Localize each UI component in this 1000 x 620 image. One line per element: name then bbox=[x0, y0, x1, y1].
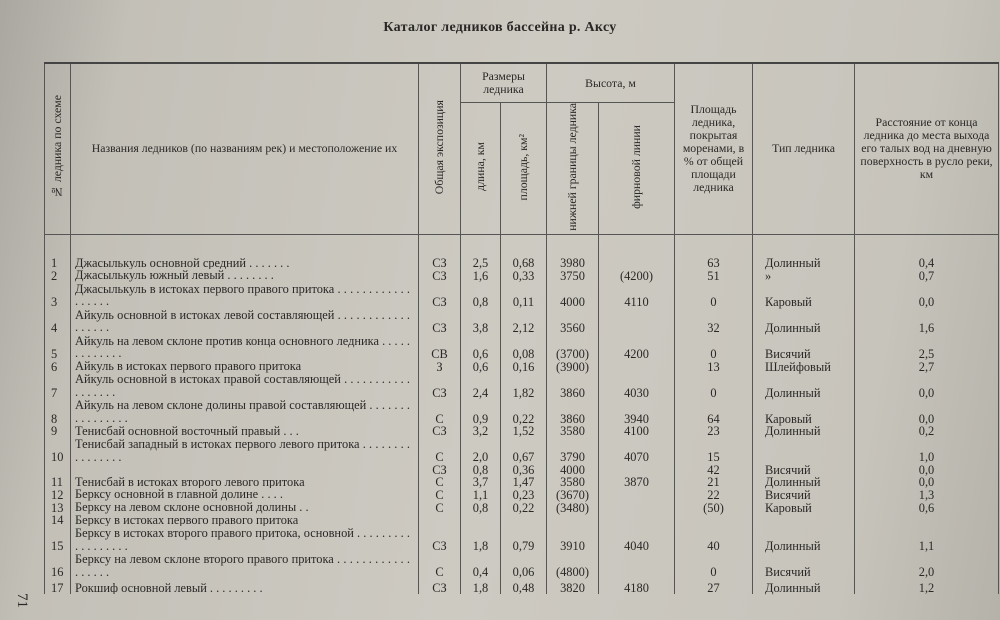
cell-len: 2,4 bbox=[461, 373, 501, 399]
header-moraine: Площадь ледника, покрытая моренами, в % от общей площади ледника bbox=[675, 63, 753, 234]
cell-type: Каровый bbox=[753, 501, 855, 514]
cell-firn: 4200 bbox=[599, 334, 675, 360]
cell-firn bbox=[599, 360, 675, 373]
cell-exp: СЗ bbox=[419, 425, 461, 438]
cell-n: 1 bbox=[45, 257, 71, 270]
cell-exp: СЗ bbox=[419, 373, 461, 399]
cell-len: 1,8 bbox=[461, 578, 501, 594]
cell-len: 0,6 bbox=[461, 360, 501, 373]
cell-exp: СЗ bbox=[419, 578, 461, 594]
cell-dist: 1,0 bbox=[855, 437, 999, 463]
table-row bbox=[45, 552, 999, 578]
cell-firn: 4040 bbox=[599, 526, 675, 552]
cell-n: 9 bbox=[45, 425, 71, 438]
cell-area: 0,11 bbox=[501, 282, 547, 308]
cell-area: 0,08 bbox=[501, 334, 547, 360]
cell-name: Тенисбай западный в истоках первого левого притока . . . . . . . . . . . . . . . . bbox=[71, 437, 419, 463]
cell-name: Айкуль основной в истоках левой составляющей . . . . . . . . . . . . . . . . . . bbox=[71, 308, 419, 334]
cell-dist: 0,0 bbox=[855, 282, 999, 308]
cell-type: Долинный bbox=[753, 578, 855, 594]
cell-mor: 0 bbox=[675, 334, 753, 360]
table-row bbox=[45, 463, 999, 476]
cell-len: 1,6 bbox=[461, 269, 501, 282]
cell-type: Висячий bbox=[753, 334, 855, 360]
cell-dist: 0,0 bbox=[855, 399, 999, 425]
cell-len: 0,8 bbox=[461, 501, 501, 514]
cell-name: Берксу на левом склоне второго правого притока . . . . . . . . . . . . . . . . . . bbox=[71, 552, 419, 578]
cell-firn: 4100 bbox=[599, 425, 675, 438]
cell-mor: 21 bbox=[675, 476, 753, 489]
header-name: Названия ледников (по названиям рек) и местоположение их bbox=[71, 63, 419, 234]
cell-dist: 0,4 bbox=[855, 257, 999, 270]
cell-n: 6 bbox=[45, 360, 71, 373]
cell-dist: 0,2 bbox=[855, 425, 999, 438]
cell-area: 0,23 bbox=[501, 488, 547, 501]
cell-area: 0,68 bbox=[501, 257, 547, 270]
cell-mor: (50) bbox=[675, 501, 753, 514]
cell-type: Долинный bbox=[753, 373, 855, 399]
cell-area: 0,36 bbox=[501, 463, 547, 476]
cell-len: 0,8 bbox=[461, 282, 501, 308]
cell-exp: С bbox=[419, 437, 461, 463]
cell-firn bbox=[599, 463, 675, 476]
cell-n: 10 bbox=[45, 437, 71, 463]
cell-area: 0,67 bbox=[501, 437, 547, 463]
cell-n: 11 bbox=[45, 476, 71, 489]
cell-n: 16 bbox=[45, 552, 71, 578]
cell-n: 5 bbox=[45, 334, 71, 360]
cell-low: 4000 bbox=[547, 282, 599, 308]
cell-low: (3480) bbox=[547, 501, 599, 514]
cell-dist bbox=[855, 514, 999, 527]
table-row bbox=[45, 437, 999, 463]
cell-exp: СЗ bbox=[419, 308, 461, 334]
cell-len: 0,8 bbox=[461, 463, 501, 476]
cell-type bbox=[753, 514, 855, 527]
cell-firn: 4110 bbox=[599, 282, 675, 308]
cell-name bbox=[71, 463, 419, 476]
cell-firn: 3940 bbox=[599, 399, 675, 425]
cell-exp: С bbox=[419, 488, 461, 501]
cell-mor: 22 bbox=[675, 488, 753, 501]
cell-low: (3670) bbox=[547, 488, 599, 501]
cell-low: 3580 bbox=[547, 476, 599, 489]
cell-low: 4000 bbox=[547, 463, 599, 476]
cell-type: Висячий bbox=[753, 488, 855, 501]
cell-name: Рокшиф основной левый . . . . . . . . . bbox=[71, 578, 419, 594]
table-row bbox=[45, 514, 999, 527]
cell-low: (4800) bbox=[547, 552, 599, 578]
cell-type: Долинный bbox=[753, 308, 855, 334]
cell-mor: 40 bbox=[675, 526, 753, 552]
cell-exp: СЗ bbox=[419, 282, 461, 308]
header-type: Тип ледника bbox=[753, 63, 855, 234]
cell-low: 3860 bbox=[547, 399, 599, 425]
cell-type: » bbox=[753, 269, 855, 282]
cell-firn bbox=[599, 552, 675, 578]
table-row bbox=[45, 425, 999, 438]
header-exposure: Общая экспозиция bbox=[419, 63, 461, 234]
cell-type: Висячий bbox=[753, 552, 855, 578]
cell-area: 1,52 bbox=[501, 425, 547, 438]
cell-mor: 0 bbox=[675, 552, 753, 578]
header-area: площадь, км² bbox=[501, 103, 547, 235]
header-lower: нижней границы ледника bbox=[547, 103, 599, 235]
cell-name: Джасылькуль в истоках первого правого притока . . . . . . . . . . . . . . . . . . bbox=[71, 282, 419, 308]
cell-dist: 0,0 bbox=[855, 463, 999, 476]
cell-low: (3700) bbox=[547, 334, 599, 360]
cell-name: Тенисбай в истоках второго левого притока bbox=[71, 476, 419, 489]
cell-exp: С bbox=[419, 501, 461, 514]
header-size-group: Размеры ледника bbox=[461, 63, 547, 103]
cell-exp: С bbox=[419, 476, 461, 489]
cell-mor bbox=[675, 514, 753, 527]
cell-firn bbox=[599, 308, 675, 334]
cell-mor: 32 bbox=[675, 308, 753, 334]
cell-n: 12 bbox=[45, 488, 71, 501]
table-row bbox=[45, 360, 999, 373]
cell-area: 0,48 bbox=[501, 578, 547, 594]
cell-name: Берксу на левом склоне основной долины . . bbox=[71, 501, 419, 514]
cell-area bbox=[501, 514, 547, 527]
cell-name: Тенисбай основной восточный правый . . . bbox=[71, 425, 419, 438]
cell-dist: 2,7 bbox=[855, 360, 999, 373]
cell-mor: 0 bbox=[675, 282, 753, 308]
cell-low: 3820 bbox=[547, 578, 599, 594]
cell-low: 3910 bbox=[547, 526, 599, 552]
cell-dist: 2,5 bbox=[855, 334, 999, 360]
cell-len: 3,7 bbox=[461, 476, 501, 489]
table-row bbox=[45, 526, 999, 552]
cell-type: Висячий bbox=[753, 463, 855, 476]
cell-firn bbox=[599, 501, 675, 514]
table-row bbox=[45, 269, 999, 282]
glacier-catalog-table bbox=[44, 62, 999, 594]
cell-dist: 0,0 bbox=[855, 476, 999, 489]
cell-len: 3,8 bbox=[461, 308, 501, 334]
cell-mor: 27 bbox=[675, 578, 753, 594]
cell-type: Долинный bbox=[753, 476, 855, 489]
cell-type: Каровый bbox=[753, 282, 855, 308]
page-number: 71 bbox=[14, 593, 30, 608]
cell-firn: 4070 bbox=[599, 437, 675, 463]
table-row bbox=[45, 476, 999, 489]
table-row bbox=[45, 308, 999, 334]
cell-area: 1,82 bbox=[501, 373, 547, 399]
table-row bbox=[45, 373, 999, 399]
cell-n: 3 bbox=[45, 282, 71, 308]
table-row bbox=[45, 334, 999, 360]
cell-n: 7 bbox=[45, 373, 71, 399]
cell-n bbox=[45, 463, 71, 476]
cell-type: Каровый bbox=[753, 399, 855, 425]
cell-firn: 3870 bbox=[599, 476, 675, 489]
table-row bbox=[45, 399, 999, 425]
cell-len bbox=[461, 514, 501, 527]
cell-area: 0,22 bbox=[501, 501, 547, 514]
header-num: № ледника по схеме bbox=[45, 63, 71, 234]
cell-mor: 42 bbox=[675, 463, 753, 476]
header-length: длина, км bbox=[461, 103, 501, 235]
cell-n: 15 bbox=[45, 526, 71, 552]
cell-name: Джасылькуль южный левый . . . . . . . . bbox=[71, 269, 419, 282]
cell-mor: 0 bbox=[675, 373, 753, 399]
table-row bbox=[45, 488, 999, 501]
cell-name: Айкуль в истоках первого правого притока bbox=[71, 360, 419, 373]
cell-exp: СЗ bbox=[419, 526, 461, 552]
cell-len: 2,5 bbox=[461, 257, 501, 270]
cell-n: 8 bbox=[45, 399, 71, 425]
cell-low: 3750 bbox=[547, 269, 599, 282]
cell-mor: 15 bbox=[675, 437, 753, 463]
cell-dist: 1,3 bbox=[855, 488, 999, 501]
cell-n: 14 bbox=[45, 514, 71, 527]
cell-n: 13 bbox=[45, 501, 71, 514]
cell-n: 4 bbox=[45, 308, 71, 334]
cell-dist: 2,0 bbox=[855, 552, 999, 578]
cell-len: 1,1 bbox=[461, 488, 501, 501]
cell-dist: 0,6 bbox=[855, 501, 999, 514]
cell-area: 2,12 bbox=[501, 308, 547, 334]
cell-len: 3,2 bbox=[461, 425, 501, 438]
cell-name: Берксу в истоках второго правого притока, основной . . . . . . . . . . . . . . . . . . bbox=[71, 526, 419, 552]
cell-dist: 0,7 bbox=[855, 269, 999, 282]
cell-firn: 4030 bbox=[599, 373, 675, 399]
cell-name: Айкуль основной в истоках правой составляющей . . . . . . . . . . . . . . . . . . bbox=[71, 373, 419, 399]
header-distance: Расстояние от конца ледника до места выхода его талых вод на дневную поверхность в русло реки, км bbox=[855, 63, 999, 234]
cell-area: 0,33 bbox=[501, 269, 547, 282]
cell-firn: 4180 bbox=[599, 578, 675, 594]
table-row bbox=[45, 257, 999, 270]
cell-low: 3580 bbox=[547, 425, 599, 438]
cell-len: 2,0 bbox=[461, 437, 501, 463]
cell-name: Айкуль на левом склоне против конца основного ледника . . . . . . . . . . . . . bbox=[71, 334, 419, 360]
cell-len: 1,8 bbox=[461, 526, 501, 552]
page-title: Каталог ледников бассейна р. Аксу bbox=[383, 20, 617, 35]
cell-exp: С bbox=[419, 399, 461, 425]
cell-name: Берксу в истоках первого правого притока bbox=[71, 514, 419, 527]
cell-exp: С bbox=[419, 552, 461, 578]
cell-exp: СЗ bbox=[419, 269, 461, 282]
cell-len: 0,9 bbox=[461, 399, 501, 425]
cell-exp: СЗ bbox=[419, 463, 461, 476]
cell-firn bbox=[599, 257, 675, 270]
cell-n: 17 bbox=[45, 578, 71, 594]
cell-low: 3980 bbox=[547, 257, 599, 270]
table-row bbox=[45, 578, 999, 594]
cell-type: Долинный bbox=[753, 257, 855, 270]
cell-firn: (4200) bbox=[599, 269, 675, 282]
cell-low bbox=[547, 514, 599, 527]
table-row bbox=[45, 282, 999, 308]
cell-low: 3560 bbox=[547, 308, 599, 334]
cell-n: 2 bbox=[45, 269, 71, 282]
cell-exp: З bbox=[419, 360, 461, 373]
cell-len: 0,6 bbox=[461, 334, 501, 360]
cell-area: 1,47 bbox=[501, 476, 547, 489]
cell-low: 3860 bbox=[547, 373, 599, 399]
cell-len: 0,4 bbox=[461, 552, 501, 578]
header-firn: фирновой линии bbox=[599, 103, 675, 235]
cell-low: (3900) bbox=[547, 360, 599, 373]
cell-low: 3790 bbox=[547, 437, 599, 463]
table-row bbox=[45, 501, 999, 514]
cell-area: 0,22 bbox=[501, 399, 547, 425]
cell-area: 0,16 bbox=[501, 360, 547, 373]
cell-type: Шлейфовый bbox=[753, 360, 855, 373]
cell-exp: СЗ bbox=[419, 257, 461, 270]
cell-dist: 1,2 bbox=[855, 578, 999, 594]
cell-type bbox=[753, 437, 855, 463]
cell-area: 0,79 bbox=[501, 526, 547, 552]
cell-mor: 13 bbox=[675, 360, 753, 373]
cell-exp bbox=[419, 514, 461, 527]
cell-exp: СВ bbox=[419, 334, 461, 360]
header-height-group: Высота, м bbox=[547, 63, 675, 103]
cell-firn bbox=[599, 514, 675, 527]
cell-mor: 64 bbox=[675, 399, 753, 425]
cell-dist: 1,6 bbox=[855, 308, 999, 334]
cell-firn bbox=[599, 488, 675, 501]
cell-mor: 51 bbox=[675, 269, 753, 282]
cell-dist: 1,1 bbox=[855, 526, 999, 552]
cell-mor: 63 bbox=[675, 257, 753, 270]
cell-name: Айкуль на левом склоне долины правой составляющей . . . . . . . . . . . . . . . . bbox=[71, 399, 419, 425]
cell-type: Долинный bbox=[753, 526, 855, 552]
cell-type: Долинный bbox=[753, 425, 855, 438]
cell-mor: 23 bbox=[675, 425, 753, 438]
cell-area: 0,06 bbox=[501, 552, 547, 578]
cell-dist: 0,0 bbox=[855, 373, 999, 399]
cell-name: Джасылькуль основной средний . . . . . . . bbox=[71, 257, 419, 270]
cell-name: Берксу основной в главной долине . . . . bbox=[71, 488, 419, 501]
